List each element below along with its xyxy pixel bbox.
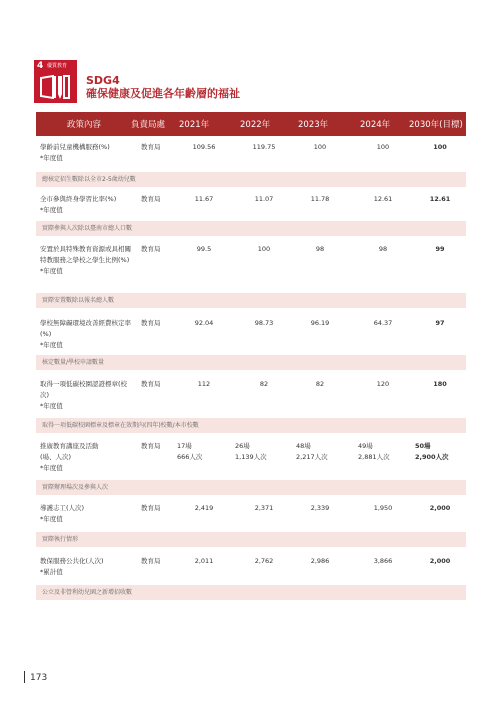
row-2030: 2,000 (429, 504, 451, 512)
sdg-title: 確保健康及促進各年齡層的福祉 (86, 87, 240, 100)
table-row (36, 556, 466, 582)
row-dept: 教育局 (141, 245, 161, 253)
row-2030: 2,000 (429, 557, 451, 565)
row-2022: 82 (259, 380, 269, 388)
row-2022: 100 (257, 245, 271, 253)
header-policy: 政策內容 (67, 120, 102, 130)
row-2030: 99 (435, 245, 445, 253)
row-2023: 82 (315, 380, 325, 388)
row-note: 核定數量/學校申請數量 (36, 355, 466, 370)
sdg4-logo (34, 60, 77, 103)
row-2024: 100 (376, 143, 390, 151)
sdg-code: SDG4 (86, 74, 120, 87)
row-2024: 12.61 (373, 195, 393, 203)
sdg-tag: 優質教育 (47, 63, 68, 69)
row-2021: 109.56 (192, 143, 216, 151)
row-2021: 2,011 (194, 557, 214, 565)
row-2022: 2,371 (254, 504, 274, 512)
table-row (36, 503, 466, 529)
row-item: 安置於具特殊教育資源或具相關特教服務之學校之學生比例(%) *年度值 (40, 245, 131, 275)
row-note: 總核定招生數除以全市2-5歲幼兒數 (36, 172, 466, 187)
row-2021: 11.67 (194, 195, 214, 203)
row-2024: 49場 2,881人次 (358, 442, 390, 461)
row-2030: 50場 2,900人次 (415, 442, 449, 461)
table-row (36, 194, 466, 220)
row-2022: 119.75 (252, 143, 276, 151)
row-note: 取得一項低碳校園標章及標章在效期內(四年)校數/本市校數 (36, 418, 466, 433)
row-2023: 100 (313, 143, 327, 151)
book-pencil-icon (39, 74, 72, 100)
row-2030: 12.61 (429, 195, 451, 203)
header-2021: 2021年 (179, 120, 210, 130)
table-row (36, 244, 466, 292)
row-2024: 1,950 (373, 504, 393, 512)
row-dept: 教育局 (141, 442, 161, 450)
header-2030: 2030年(目標) (409, 120, 463, 130)
row-dept: 教育局 (141, 195, 161, 203)
row-dept: 教育局 (141, 504, 161, 512)
page-number: 173 (30, 673, 48, 683)
row-item: 全市參與終身學習比率(%) *年度值 (40, 195, 117, 214)
row-2024: 64.37 (373, 319, 393, 327)
row-2024: 120 (376, 380, 390, 388)
row-item: 取得一項低碳校園認證標章(校次) *年度值 (40, 380, 128, 410)
row-2021: 99.5 (196, 245, 212, 253)
header-2022: 2022年 (240, 120, 271, 130)
row-item: 學齡前兒童機構服務(%) *年度值 (40, 143, 110, 162)
row-2030: 100 (433, 143, 447, 151)
row-2022: 2,762 (254, 557, 274, 565)
table-header (36, 112, 466, 136)
row-2023: 48場 2,217人次 (296, 442, 328, 461)
row-2024: 3,866 (373, 557, 393, 565)
row-2023: 98 (315, 245, 325, 253)
header-2024: 2024年 (360, 120, 391, 130)
row-2021: 112 (197, 380, 211, 388)
row-2023: 96.19 (310, 319, 330, 327)
row-item: 學校無障礙環境改善經費核定率(%) *年度值 (40, 319, 131, 349)
row-item: 教保服務公共化(人次) *累計值 (40, 557, 104, 576)
row-note: 公立及非營利幼兒園之新增招收數 (36, 585, 466, 600)
sdg-number: 4 (37, 61, 44, 71)
row-2022: 26場 1,139人次 (235, 442, 267, 461)
row-item: 推廣教育講座及活動 (場、人次) *年度值 (40, 442, 99, 472)
row-item: 導護志工(人次) *年度值 (40, 504, 85, 523)
row-note: 實際辦理場次及參與人次 (36, 480, 466, 495)
table-row (36, 318, 466, 354)
row-note: 實際安置數除以報名總人數 (36, 293, 466, 308)
row-2023: 11.78 (310, 195, 330, 203)
row-note: 實際參與人次除以臺南市總人口數 (36, 221, 466, 236)
row-2022: 11.07 (254, 195, 274, 203)
row-2023: 2,339 (310, 504, 330, 512)
table-row (36, 379, 466, 415)
row-2021: 92.04 (194, 319, 214, 327)
section-title (86, 74, 240, 101)
row-dept: 教育局 (141, 143, 161, 151)
table-row (36, 142, 466, 168)
row-2024: 98 (378, 245, 388, 253)
row-dept: 教育局 (141, 380, 161, 388)
row-2021: 2,419 (194, 504, 214, 512)
table-row (36, 441, 466, 477)
row-2023: 2,986 (310, 557, 330, 565)
header-dept: 負責局處 (131, 120, 166, 130)
row-dept: 教育局 (141, 319, 161, 327)
row-2030: 180 (433, 380, 447, 388)
row-dept: 教育局 (141, 557, 161, 565)
row-2030: 97 (435, 319, 445, 327)
row-2022: 98.73 (254, 319, 274, 327)
row-2021: 17場 666人次 (177, 442, 203, 461)
page-number-bar (24, 671, 25, 683)
header-2023: 2023年 (298, 120, 329, 130)
row-note: 實際執行情形 (36, 532, 466, 547)
